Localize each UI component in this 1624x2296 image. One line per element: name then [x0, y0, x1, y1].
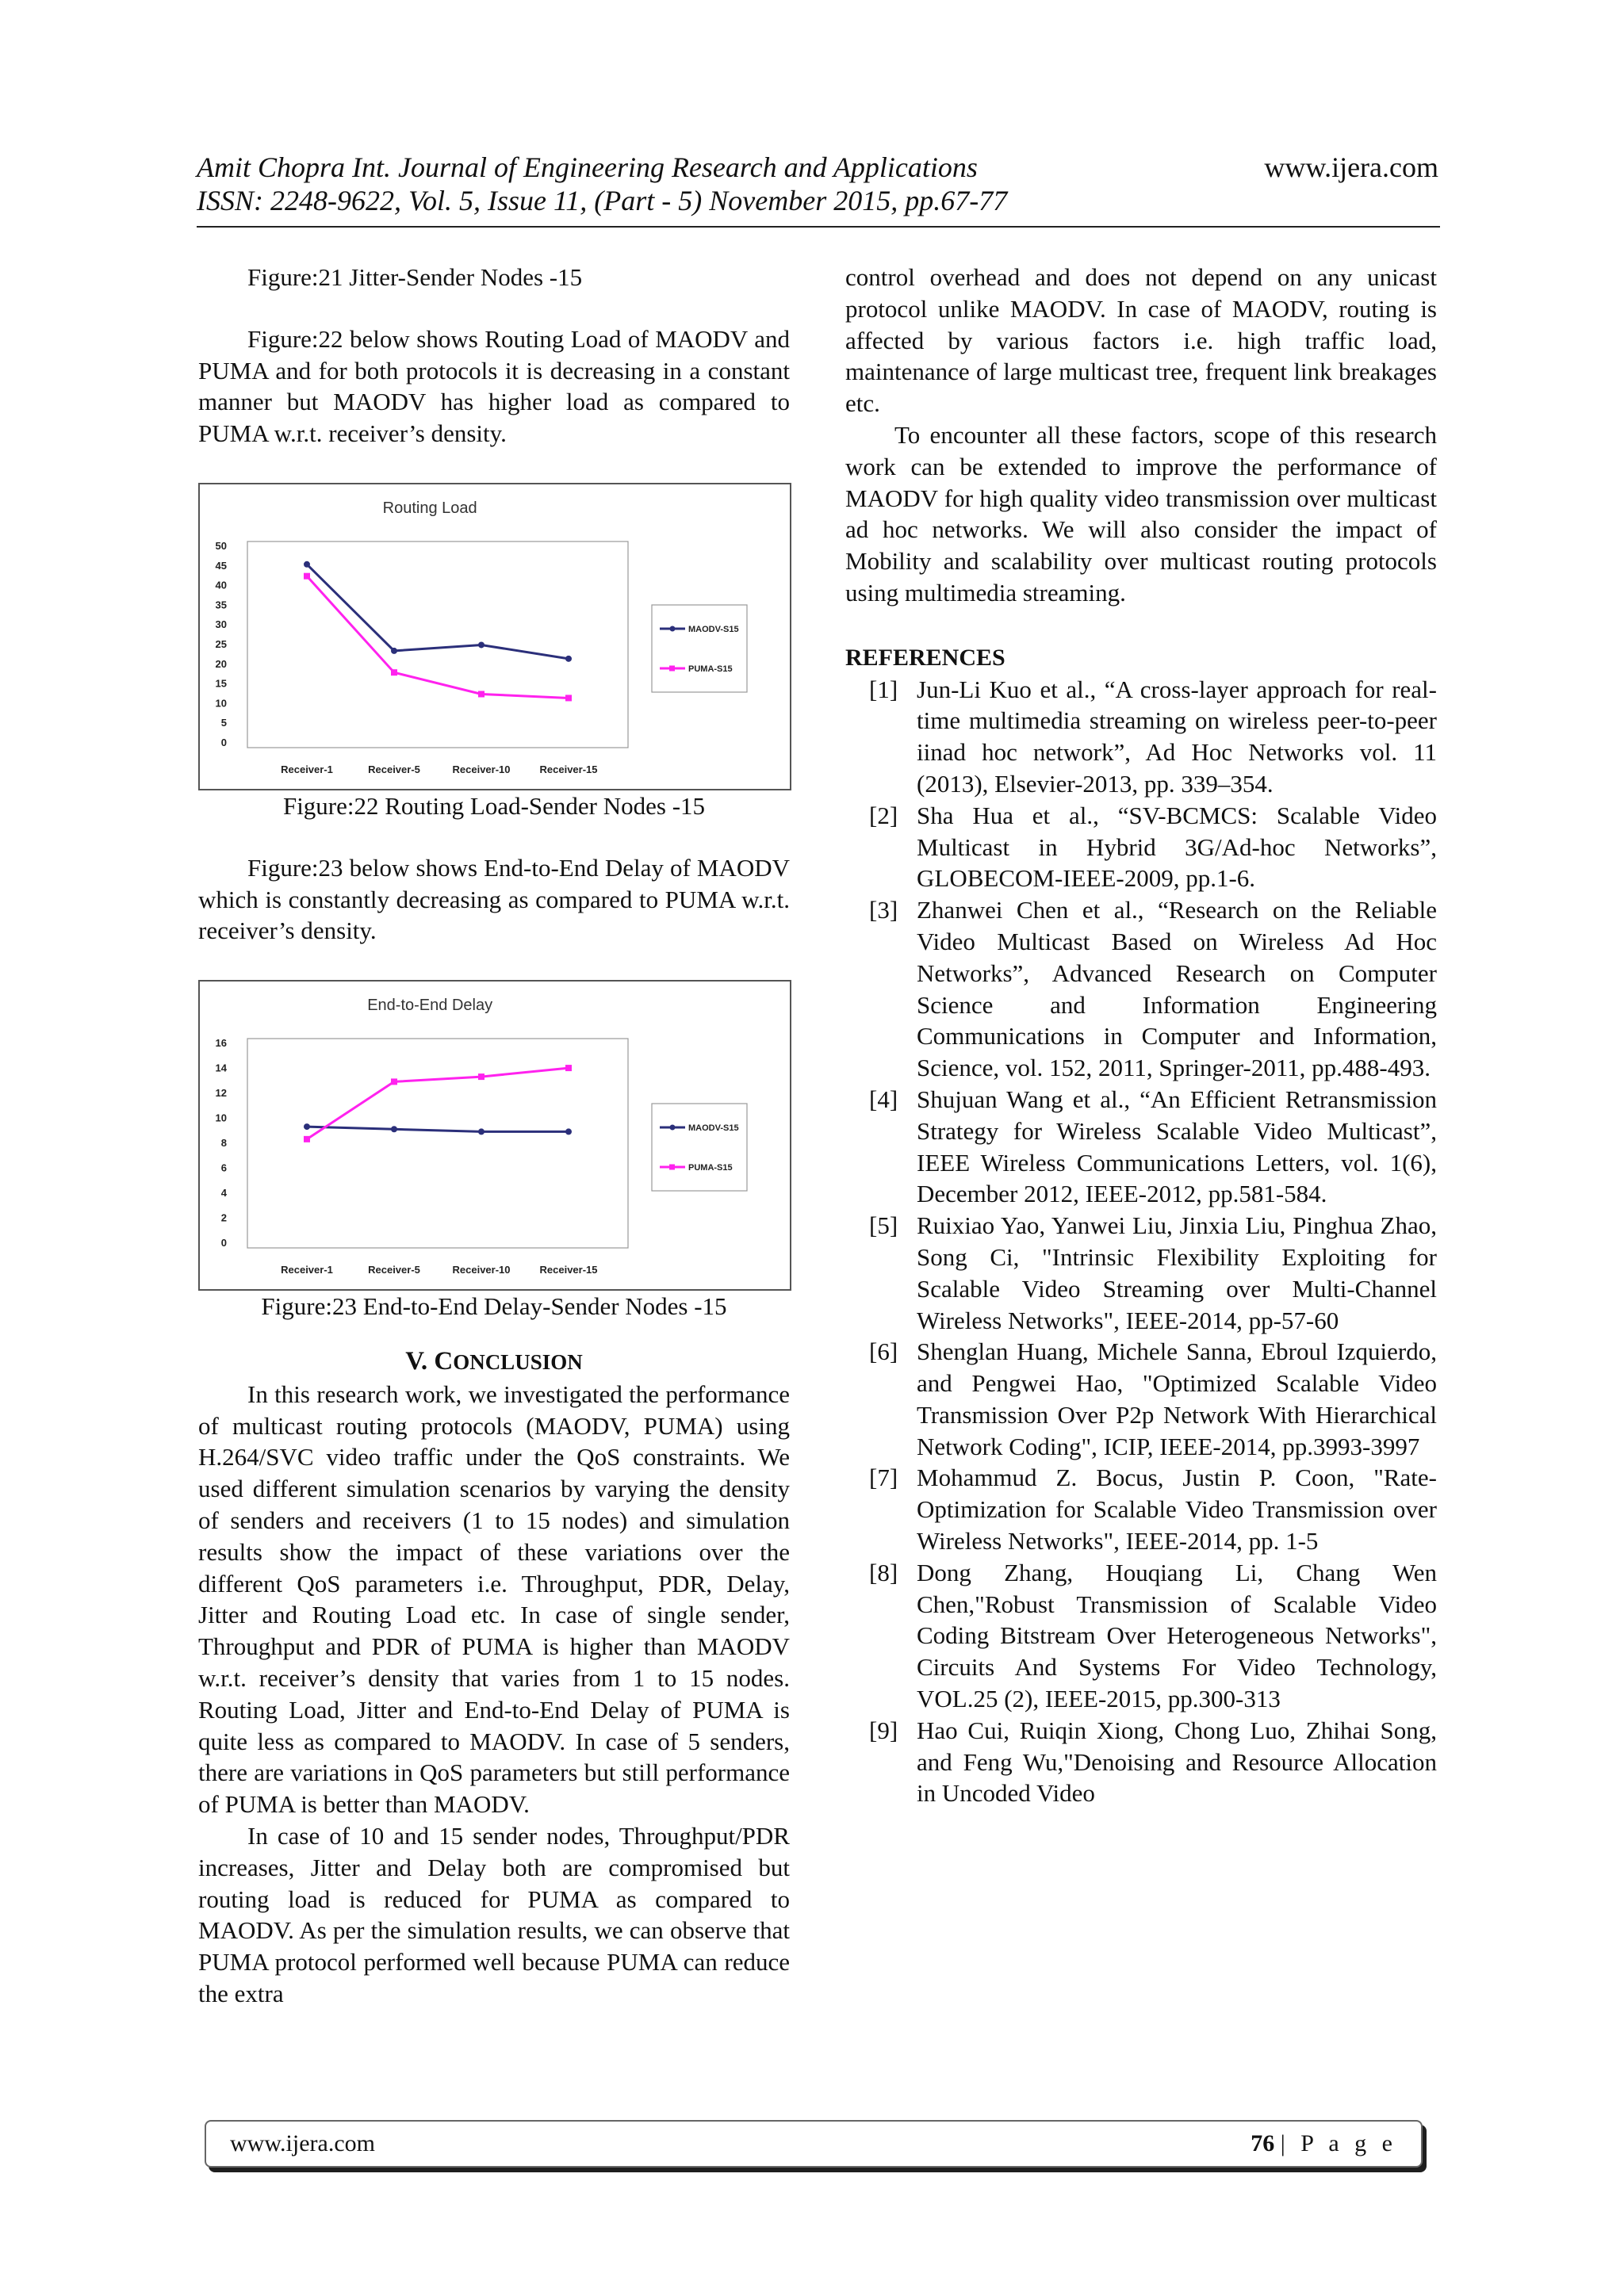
- y-tick-label: 14: [215, 1062, 227, 1074]
- y-tick-label: 8: [220, 1137, 227, 1150]
- legend-marker: [669, 1165, 675, 1170]
- x-tick-label: Receiver-1: [281, 1264, 333, 1276]
- x-tick-label: Receiver-5: [368, 763, 420, 775]
- reference-item: [845, 1336, 1437, 1462]
- reference-number: [4]: [869, 1085, 898, 1113]
- x-tick-label: Receiver-15: [539, 763, 598, 775]
- routing-load-svg: [200, 484, 790, 789]
- reference-number: [5]: [869, 1211, 898, 1240]
- reference-text: Shenglan Huang, Michele Sanna, Ebroul Izquierdo, and Pengwei Hao, "Optimized Scalable Video Transmission Over P2p Network With Hierarchical Network Coding", ICIP, IEEE-2014, pp.3993-3997: [917, 1337, 1437, 1460]
- data-point: [565, 656, 572, 662]
- legend-box: [652, 605, 747, 692]
- page-indicator: [1251, 2130, 1397, 2157]
- reference-item: [845, 1462, 1437, 1556]
- reference-text: Ruixiao Yao, Yanwei Liu, Jinxia Liu, Pinghua Zhao, Song Ci, "Intrinsic Flexibility Exploiting for Scalable Video Streaming over Multi-Channel Wireless Networks", IEEE-2014, pp-57-60: [917, 1211, 1437, 1334]
- reference-text: Mohammud Z. Bocus, Justin P. Coon, "Rate-Optimization for Scalable Video Transmission over Wireless Networks", IEEE-2014, pp. 1-5: [917, 1464, 1437, 1556]
- plot-area: [247, 541, 628, 748]
- y-tick-label: 15: [215, 677, 227, 690]
- page-number: 76: [1251, 2130, 1275, 2156]
- legend-label: PUMA-S15: [688, 664, 733, 674]
- reference-text: Shujuan Wang et al., “An Efficient Retransmission Strategy for Wireless Scalable Video Multicast”, IEEE Wireless Communications Letters, vol. 1(6), December 2012, IEEE-2012, pp.581-584.: [917, 1085, 1437, 1208]
- y-tick-label: 12: [215, 1087, 227, 1100]
- reference-number: [9]: [869, 1716, 898, 1744]
- x-tick-label: Receiver-10: [452, 763, 511, 775]
- figure-22-caption: Figure:22 Routing Load-Sender Nodes -15: [282, 791, 706, 820]
- legend-label: PUMA-S15: [688, 1163, 733, 1173]
- reference-item: [845, 1084, 1437, 1210]
- reference-number: [3]: [869, 896, 898, 924]
- journal-title: Amit Chopra Int. Journal of Engineering Research and Applications: [197, 151, 978, 183]
- conclusion-paragraph-2: In case of 10 and 15 sender nodes, Throughput/PDR increases, Jitter and Delay both are compromised but routing load is reduced for PUMA as compared to MAODV. As per the simulation results, we can observe that PUMA protocol performed well because PUMA can reduce the extra: [198, 1821, 790, 2007]
- y-tick-label: 45: [215, 559, 227, 572]
- data-point: [478, 1073, 485, 1080]
- y-tick-label: 20: [215, 657, 227, 670]
- legend-label: MAODV-S15: [688, 624, 739, 634]
- footer-website[interactable]: www.ijera.com: [230, 2130, 375, 2156]
- page-header: [197, 151, 1438, 217]
- y-tick-label: 16: [215, 1037, 227, 1050]
- y-tick-label: 2: [220, 1211, 227, 1224]
- chart-title: Routing Load: [382, 499, 477, 517]
- reference-item: [845, 1715, 1437, 1809]
- reference-number: [7]: [869, 1464, 898, 1492]
- conclusion-heading-prefix: V. C: [405, 1346, 454, 1376]
- y-tick-label: 10: [215, 1112, 227, 1124]
- right-column: [845, 262, 1437, 1809]
- y-tick-label: 4: [220, 1187, 227, 1200]
- series-line: [307, 564, 569, 659]
- series-line: [307, 576, 569, 698]
- legend-marker: [670, 626, 676, 631]
- reference-number: [2]: [869, 801, 898, 829]
- data-point: [565, 1065, 572, 1071]
- series-line: [307, 1127, 569, 1131]
- y-tick-label: 50: [215, 539, 227, 552]
- y-tick-label: 10: [215, 697, 227, 710]
- reference-text: Hao Cui, Ruiqin Xiong, Chong Luo, Zhihai Song, and Feng Wu,"Denoising and Resource Allocation in Uncoded Video: [917, 1716, 1437, 1808]
- page-footer: [205, 2120, 1423, 2168]
- data-point: [565, 695, 572, 701]
- references-list: [845, 674, 1437, 1810]
- header-divider: [197, 226, 1440, 228]
- reference-number: [1]: [869, 675, 898, 703]
- reference-item: [845, 894, 1437, 1084]
- y-tick-label: 25: [215, 637, 227, 650]
- legend-label: MAODV-S15: [688, 1123, 739, 1134]
- conclusion-paragraph-1: In this research work, we investigated the performance of multicast routing protocols (MAODV, PUMA) using H.264/SVC video traffic under the QoS constraints. We used different simulation scenarios by varying the density of senders and receivers (1 to 15 nodes) and simulation results show the impact of these variations over the different QoS parameters i.e. Throughput, PDR, Delay, Jitter and Routing Load etc. In case of single sender, Throughput and PDR of PUMA is higher than MAODV w.r.t. receiver’s density that varies from 1 to 15 nodes. Routing Load, Jitter and End-to-End Delay of PUMA is quite less as compared to MAODV. In case of 5 senders, there are variations in QoS parameters but still performance of PUMA is better than MAODV.: [198, 1380, 790, 1819]
- conclusion-heading-rest: ONCLUSION: [453, 1349, 583, 1374]
- data-point: [478, 641, 485, 648]
- right-paragraph-2: To encounter all these factors, scope of this research work can be extended to improve the performance of MAODV for high quality video transmission over multicast ad hoc networks. We will also consider the impact of Mobility and scalability over multicast routing protocols using multimedia streaming.: [845, 420, 1437, 607]
- reference-item: [845, 1210, 1437, 1336]
- x-tick-label: Receiver-1: [281, 763, 333, 775]
- data-point: [304, 1136, 310, 1142]
- data-point: [478, 1129, 485, 1135]
- issn-line: ISSN: 2248-9622, Vol. 5, Issue 11, (Part - 5) November 2015, pp.67-77: [197, 185, 1008, 216]
- y-tick-label: 35: [215, 599, 227, 611]
- reference-number: [6]: [869, 1337, 898, 1366]
- y-tick-label: 0: [220, 1237, 227, 1249]
- data-point: [391, 1126, 397, 1132]
- data-point: [478, 691, 485, 697]
- y-tick-label: 6: [220, 1161, 227, 1174]
- figure-23-description: Figure:23 below shows End-to-End Delay of MAODV which is constantly decreasing as compared to PUMA w.r.t. receiver’s density.: [198, 853, 790, 945]
- page-label: | P a g e: [1280, 2130, 1397, 2156]
- right-paragraph-1: control overhead and does not depend on any unicast protocol unlike MAODV. In case of MAODV, routing is affected by various factors i.e. high traffic load, maintenance of large multicast tree, frequent link breakages etc.: [845, 263, 1437, 418]
- reference-item: [845, 800, 1437, 894]
- figure-21-caption: Figure:21 Jitter-Sender Nodes -15: [247, 263, 583, 291]
- x-tick-label: Receiver-5: [368, 1264, 420, 1276]
- data-point: [391, 1079, 397, 1085]
- reference-item: [845, 674, 1437, 800]
- legend-marker: [669, 665, 675, 671]
- y-tick-label: 30: [215, 618, 227, 631]
- conclusion-heading: [198, 1346, 790, 1379]
- reference-text: Sha Hua et al., “SV-BCMCS: Scalable Video Multicast in Hybrid 3G/Ad-hoc Networks”, GLOBECOM-IEEE-2009, pp.1-6.: [917, 801, 1437, 893]
- routing-load-chart: [198, 483, 791, 790]
- data-point: [565, 1129, 572, 1135]
- end-to-end-delay-svg: [200, 982, 790, 1289]
- chart-title: End-to-End Delay: [367, 997, 493, 1015]
- data-point: [304, 573, 310, 580]
- data-point: [304, 1123, 310, 1130]
- end-to-end-delay-chart: [198, 980, 791, 1291]
- references-heading: REFERENCES: [845, 644, 1005, 671]
- reference-item: [845, 1557, 1437, 1715]
- x-tick-label: Receiver-15: [539, 1264, 598, 1276]
- left-column: [198, 262, 790, 2010]
- journal-website[interactable]: www.ijera.com: [1264, 151, 1438, 183]
- reference-text: Zhanwei Chen et al., “Research on the Reliable Video Multicast Based on Wireless Ad Hoc Networks”, Advanced Research on Computer Science and Information Engineering Communications in Computer and Information, Science, vol. 152, 2011, Springer-2011, pp.488-493.: [917, 896, 1437, 1082]
- reference-text: Jun-Li Kuo et al., “A cross-layer approach for real-time multimedia streaming on wireless peer-to-peer iinad hoc network”, Ad Hoc Networks vol. 11 (2013), Elsevier-2013, pp. 339–354.: [917, 675, 1437, 798]
- legend-marker: [670, 1125, 676, 1131]
- data-point: [304, 561, 310, 568]
- data-point: [391, 669, 397, 675]
- figure-22-description: Figure:22 below shows Routing Load of MAODV and PUMA and for both protocols it is decreasing in a constant manner but MAODV has higher load as compared to PUMA w.r.t. receiver’s density.: [198, 324, 790, 448]
- y-tick-label: 0: [220, 736, 227, 748]
- figure-23-caption: Figure:23 End-to-End Delay-Sender Nodes -15: [261, 1292, 727, 1321]
- y-tick-label: 5: [220, 717, 227, 729]
- reference-number: [8]: [869, 1558, 898, 1586]
- y-tick-label: 40: [215, 579, 227, 591]
- x-tick-label: Receiver-10: [452, 1264, 511, 1276]
- legend-box: [652, 1104, 747, 1191]
- reference-text: Dong Zhang, Houqiang Li, Chang Wen Chen,"Robust Transmission of Scalable Video Coding Bitstream Over Heterogeneous Networks", Circuits And Systems For Video Technology, VOL.25 (2), IEEE-2015, pp.300-313: [917, 1558, 1437, 1713]
- data-point: [391, 648, 397, 654]
